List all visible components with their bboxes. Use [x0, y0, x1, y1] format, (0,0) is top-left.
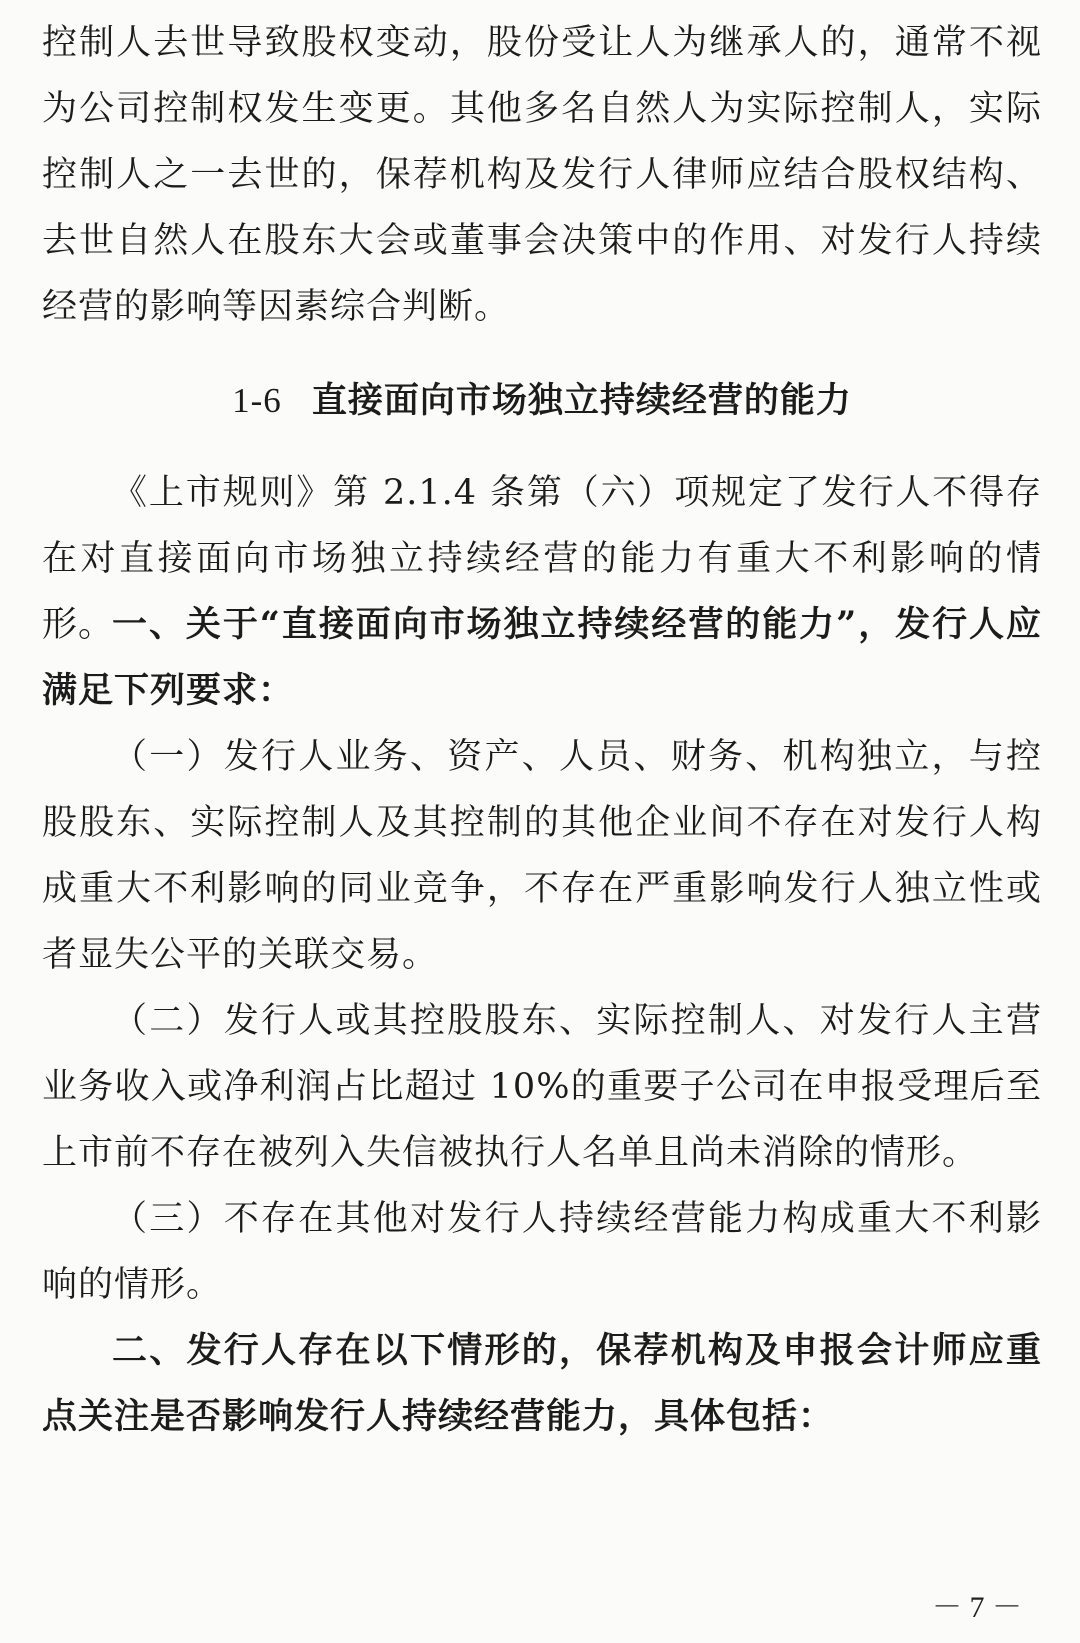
paragraph-item-3: （三）不存在其他对发行人持续经营能力构成重大不利影响的情形。 — [42, 1199, 1042, 1305]
section-heading — [42, 368, 1042, 434]
paragraph-focus-items: 二、发行人存在以下情形的，保荐机构及申报会计师应重点关注是否影响发行人持续经营能力，具体包括： — [42, 1330, 1042, 1437]
paragraph-item-1: （一）发行人业务、资产、人员、财务、机构独立，与控股股东、实际控制人及其控制的其他企业间不存在对发行人构成重大不利影响的同业竞争，不存在严重影响发行人独立性或者显失公平的关联交易。 — [42, 737, 1042, 975]
paragraph-listing-rules: 《上市规则》第 2.1.4 条第（六）项规定了发行人不得存在对直接面向市场独立持续经营的能力有重大不利影响的情形。 — [42, 473, 1042, 645]
section-number: 1-6 — [232, 381, 282, 420]
section-title: 直接面向市场独立持续经营的能力 — [311, 381, 852, 421]
paragraph-item-2: （二）发行人或其控股股东、实际控制人、对发行人主营业务收入或净利润占比超过 10%的重要子公司在申报受理后至上市前不存在被列入失信被执行人名单且尚未消除的情形。 — [42, 1001, 1042, 1173]
page-number: － 7 － — [932, 1591, 1022, 1624]
paragraph-controller-death: 控制人去世导致股权变动，股份受让人为继承人的，通常不视为公司控制权发生变更。其他多名自然人为实际控制人，实际控制人之一去世的，保荐机构及发行人律师应结合股权结构、去世自然人在股东大会或董事会决策中的作用、对发行人持续经营的影响等因素综合判断。 — [42, 23, 1042, 327]
paragraph-requirements-intro: 一、关于“直接面向市场独立持续经营的能力”，发行人应满足下列要求： — [42, 604, 1042, 711]
document-page — [42, 0, 1042, 1643]
